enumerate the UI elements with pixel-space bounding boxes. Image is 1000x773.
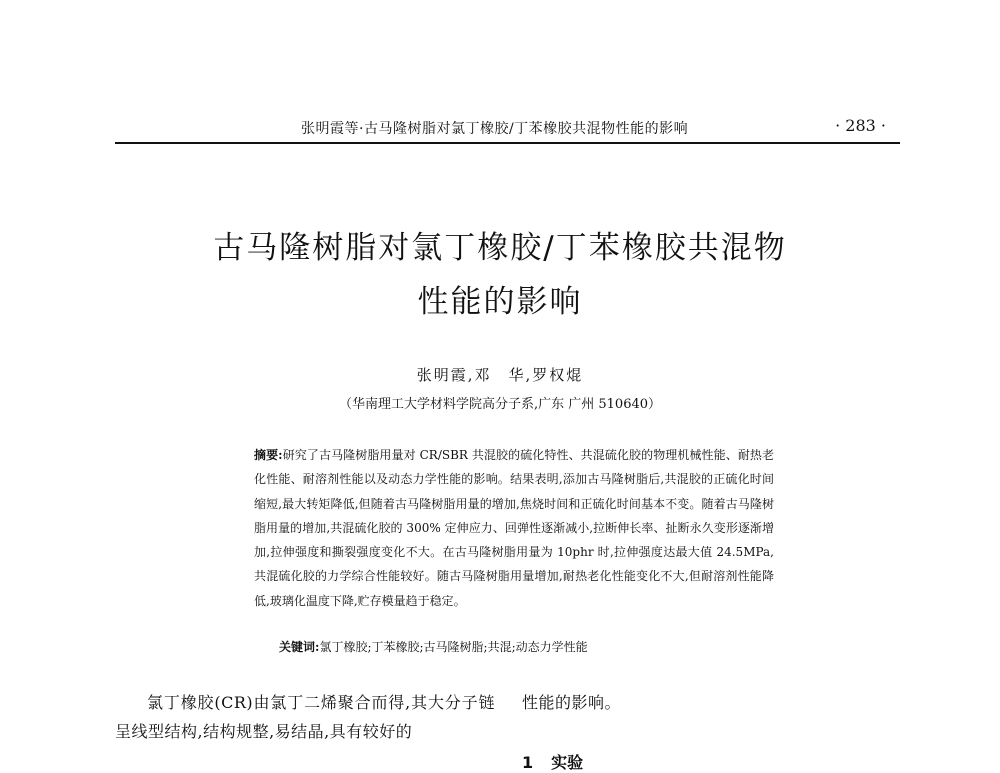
abstract-label: 摘要: <box>254 448 283 462</box>
paper-title-line-1: 古马隆树脂对氯丁橡胶/丁苯橡胶共混物 <box>213 230 787 266</box>
running-header <box>115 118 900 144</box>
keywords <box>279 638 779 655</box>
section-heading <box>522 750 601 773</box>
keywords-label: 关键词: <box>279 640 320 654</box>
authors: 张明霞,邓 华,罗权焜 <box>416 366 584 384</box>
abstract <box>254 443 774 613</box>
abstract-text: 研究了古马隆树脂用量对 CR/SBR 共混胶的硫化特性、共混硫化胶的物理机械性能、耐热老化性能、耐溶剂性能以及动态力学性能的影响。结果表明,添加古马隆树脂后,共混胶的正硫化时间缩短,最大转矩降低,但随着古马隆树脂用量的增加,焦烧时间和正硫化时间基本不变。随着古马隆树脂用量的增加,共混硫化胶的 300% 定伸应力、回弹性逐渐减小,拉断伸长率、扯断永久变形逐渐增加,拉伸强度和撕裂强度变化不大。在古马隆树脂用量为 10phr 时,拉伸强度达最大值 24.5MPa,共混硫化胶的力学综合性能较好。随古马隆树脂用量增加,耐热老化性能变化不大,但耐溶剂性能降低,玻璃化温度下降,贮存模量趋于稳定。 <box>254 448 775 608</box>
keywords-text: 氯丁橡胶;丁苯橡胶;古马隆树脂;共混;动态力学性能 <box>319 640 588 654</box>
paper-title-line-2: 性能的影响 <box>417 284 583 320</box>
running-title: 张明霞等·古马隆树脂对氯丁橡胶/丁苯橡胶共混物性能的影响 <box>301 121 689 137</box>
affiliation: （华南理工大学材料学院高分子系,广东 广州 510640） <box>338 397 662 412</box>
section-number: 1 <box>522 753 534 772</box>
body-left-column: 氯丁橡胶(CR)由氯丁二烯聚合而得,其大分子链呈线型结构,结构规整,易结晶,具有较好的 <box>115 693 495 741</box>
section-title: 实验 <box>551 753 584 772</box>
page-number: · 283 · <box>835 116 886 135</box>
body-right-column: 性能的影响。 <box>522 693 622 712</box>
